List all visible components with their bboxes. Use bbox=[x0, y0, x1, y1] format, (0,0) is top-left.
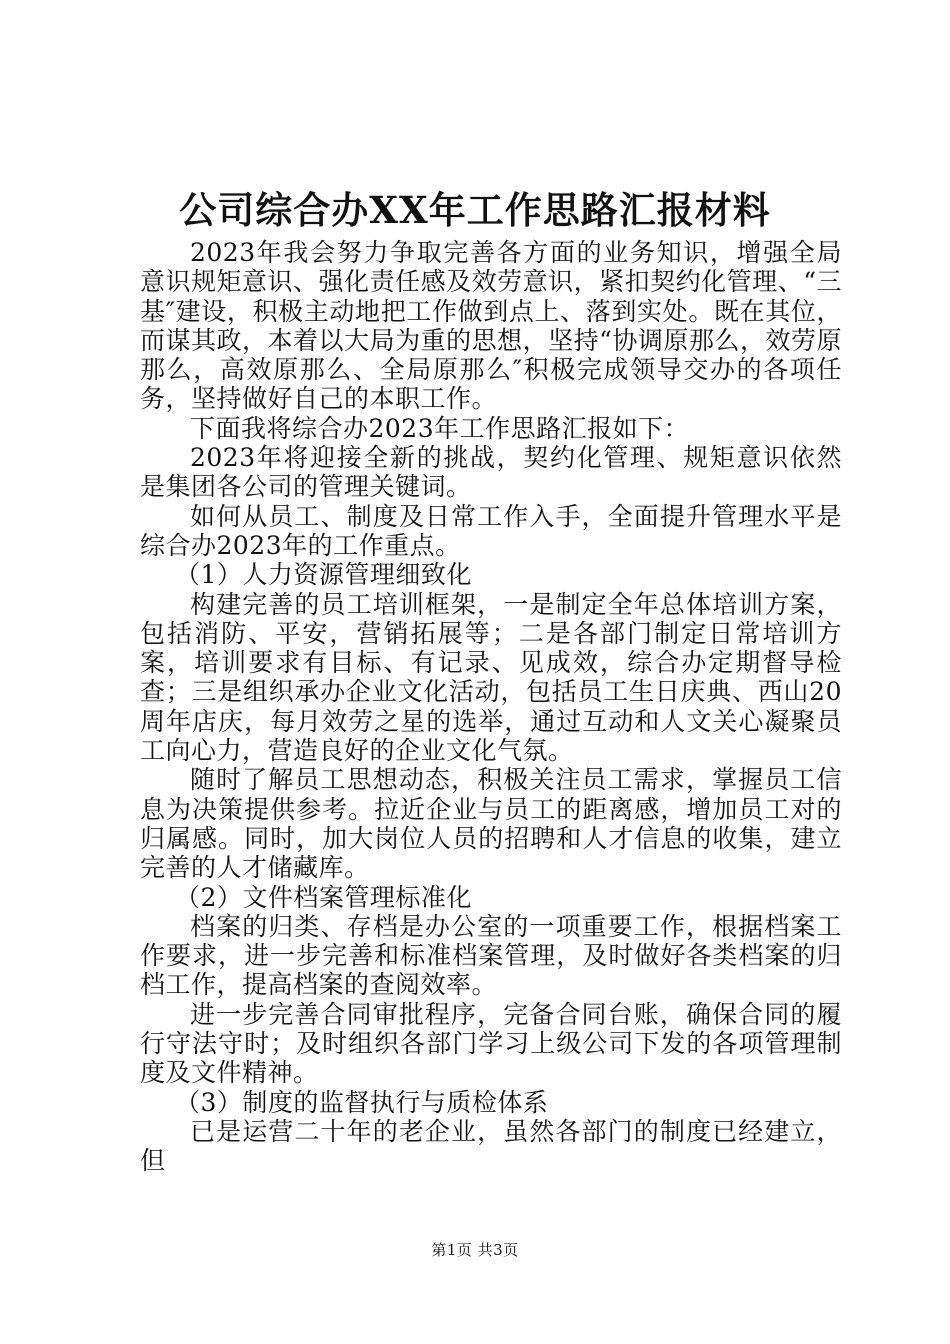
paragraph-archives: 档案的归类、存档是办公室的一项重要工作，根据档案工作要求，进一步完善和标准档案管理，及时做好各类档案的归档工作，提高档案的查阅效率。 bbox=[140, 911, 842, 1000]
page-number-footer: 第1页 共3页 bbox=[431, 1241, 519, 1259]
paragraph-contracts: 进一步完善合同审批程序，完备合同台账，确保合同的履行守法守时；及时组织各部门学习上级公司下发的各项管理制度及文件精神。 bbox=[140, 999, 842, 1088]
section-heading-archives: （2）文件档案管理标准化 bbox=[175, 882, 472, 912]
section-heading-hr: （1）人力资源管理细致化 bbox=[175, 560, 472, 590]
page-title: 公司综合办XX年工作思路汇报材料 bbox=[179, 188, 771, 232]
paragraph-training: 构建完善的员工培训框架，一是制定全年总体培训方案，包括消防、平安，营销拓展等；二是各部门制定日常培训方案，培训要求有目标、有记录、见成效，综合办定期督导检查；三是组织承办企业文化活动，包括员工生日庆典、西山20周年店庆，每月效劳之星的选举，通过互动和人文关心凝聚员工向心力，营造良好的企业文化气氛。 bbox=[140, 589, 842, 766]
document-body bbox=[140, 238, 842, 1176]
paragraph-challenge: 2023年将迎接全新的挑战，契约化管理、规矩意识依然是集团各公司的管理关键词。 bbox=[140, 443, 842, 502]
paragraph-focus: 如何从员工、制度及日常工作入手，全面提升管理水平是综合办2023年的工作重点。 bbox=[140, 501, 842, 560]
paragraph-intro: 2023年我会努力争取完善各方面的业务知识，增强全局意识规矩意识、强化责任感及效劳意识，紧扣契约化管理、“三基″建设，积极主动地把工作做到点上、落到实处。既在其位，而谋其政，本着以大局为重的思想，坚持“协调原那么，效劳原那么，高效原那么、全局原那么″积极完成领导交办的各项任务，坚持做好自己的本职工作。 bbox=[140, 238, 842, 414]
section-heading-supervision: （3）制度的监督执行与质检体系 bbox=[175, 1087, 549, 1117]
paragraph-supervision: 已是运营二十年的老企业，虽然各部门的制度已经建立，但 bbox=[140, 1116, 842, 1176]
paragraph-employee-needs: 随时了解员工思想动态，积极关注员工需求，掌握员工信息为决策提供参考。拉近企业与员工的距离感，增加员工对的归属感。同时，加大岗位人员的招聘和人才信息的收集，建立完善的人才储藏库。 bbox=[140, 765, 842, 883]
paragraph-lead-in: 下面我将综合办2023年工作思路汇报如下： bbox=[190, 413, 690, 443]
